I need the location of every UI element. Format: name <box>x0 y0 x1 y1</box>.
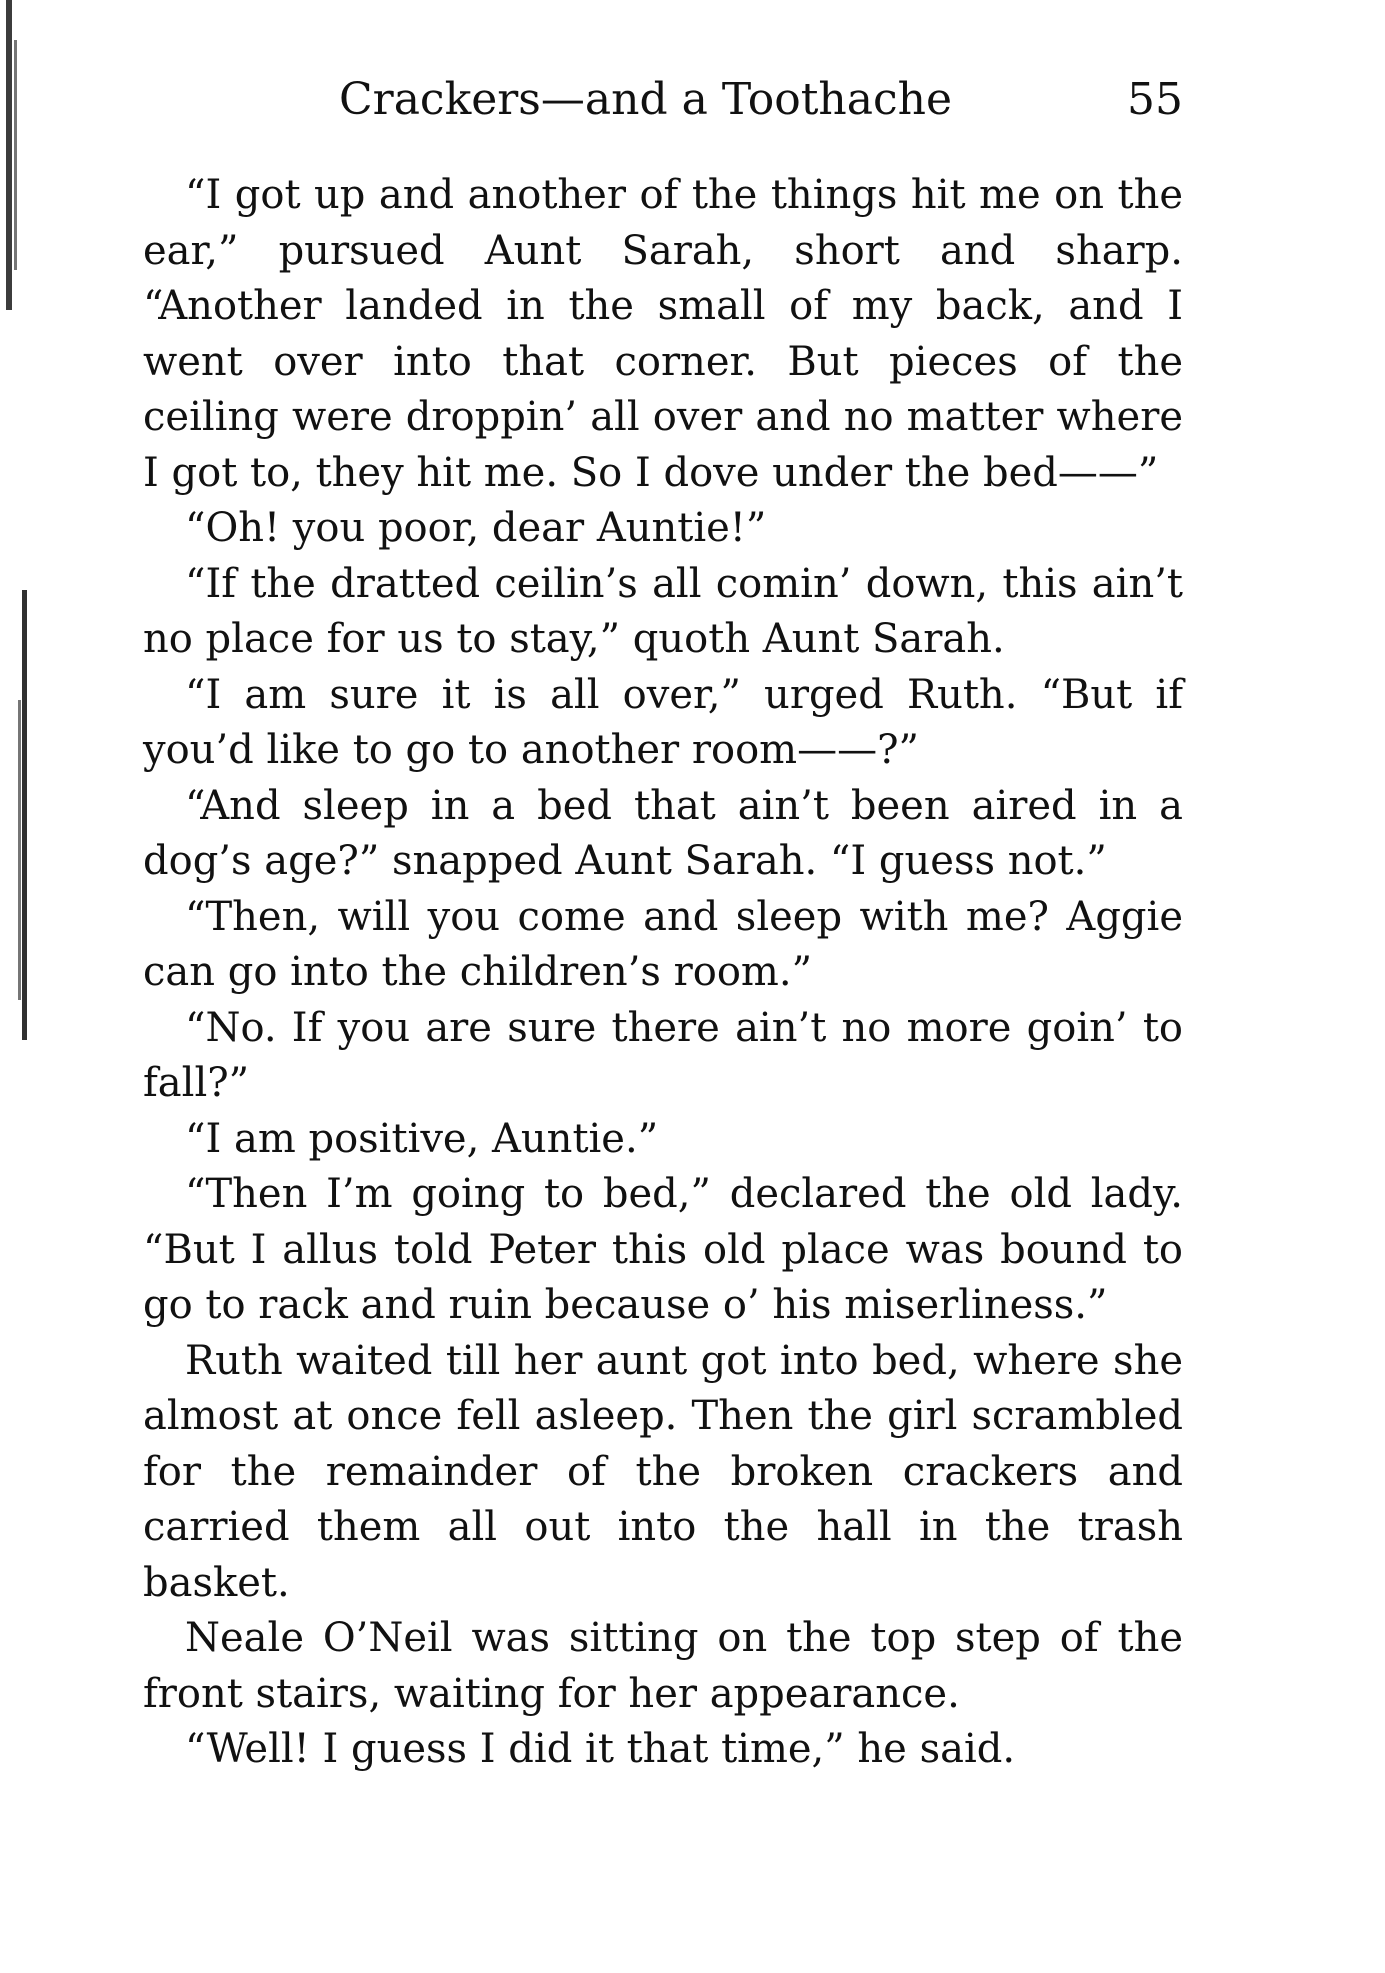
paragraph: Ruth waited till her aunt got into bed, where she almost at once fell asleep. Then the girl scrambled for the remainder of the broken crackers and carried them all out into the hall in the trash basket. <box>143 1337 1183 1606</box>
paragraph: Neale O’Neil was sitting on the top step of the front stairs, waiting for her appearance. <box>143 1615 1183 1717</box>
body-text <box>143 168 1183 1778</box>
scan-edge-mark <box>18 700 21 1000</box>
paragraph: “I am sure it is all over,” urged Ruth. “But if you’d like to go to another room——?” <box>143 671 1183 773</box>
paragraph: “If the dratted ceilin’s all comin’ down, this ain’t no place for us to stay,” quoth Aunt Sarah. <box>143 560 1183 662</box>
scan-edge-mark <box>6 0 12 310</box>
page-number: 55 <box>1127 74 1183 125</box>
running-title: Crackers—and a Toothache <box>339 74 953 125</box>
paragraph: “No. If you are sure there ain’t no more goin’ to fall?” <box>143 1004 1183 1106</box>
paragraph: “Then I’m going to bed,” declared the old lady. “But I allus told Peter this old place was bound to go to rack and ruin because o’ his miserliness.” <box>143 1171 1183 1328</box>
paragraph: “Then, will you come and sleep with me? Aggie can go into the children’s room.” <box>143 893 1183 995</box>
paragraph: “I am positive, Auntie.” <box>185 1115 659 1162</box>
paragraph: “And sleep in a bed that ain’t been aired in a dog’s age?” snapped Aunt Sarah. “I guess not.” <box>143 782 1183 884</box>
scan-edge-mark <box>14 40 17 270</box>
paragraph: “I got up and another of the things hit me on the ear,” pursued Aunt Sarah, short and sharp. “Another landed in the small of my back, and I went over into that corner. But pieces of the ceiling were droppin’ all over and no matter where I got to, they hit me. So I dove under the bed——” <box>143 172 1183 496</box>
paragraph: “Oh! you poor, dear Auntie!” <box>185 505 767 551</box>
page-header <box>143 68 1183 138</box>
paragraph: “Well! I guess I did it that time,” he said. <box>185 1726 1016 1772</box>
scan-edge-mark <box>22 590 27 1040</box>
